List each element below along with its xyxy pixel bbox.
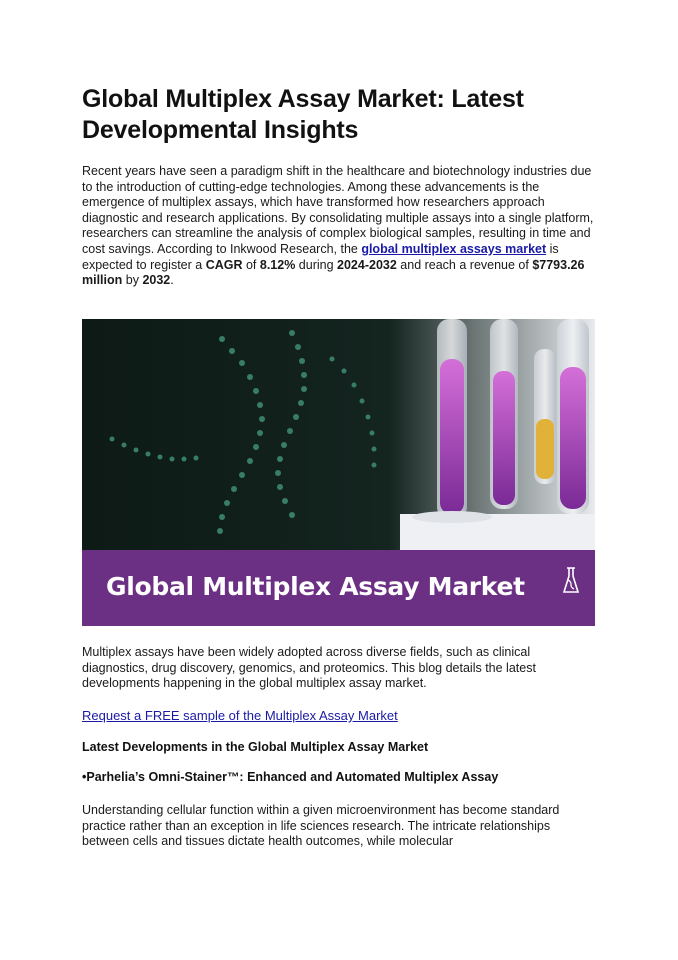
- lab-tubes-illustration: [82, 319, 595, 550]
- intro-paragraph: [82, 164, 598, 289]
- article: [82, 84, 598, 289]
- flask-dna-icon: [561, 566, 581, 596]
- intro-text: is expected to register a: [82, 241, 559, 272]
- banner-title: Global Multiplex Assay Market: [106, 572, 525, 601]
- hero-image: [82, 319, 595, 626]
- section-heading: Latest Developments in the Global Multiplex Assay Market: [82, 740, 429, 754]
- image-banner: [82, 550, 595, 626]
- sub-heading: •Parhelia’s Omni-Stainer™: Enhanced and Automated Multiplex Assay: [82, 770, 499, 784]
- market-report-link[interactable]: global multiplex assays market: [361, 241, 547, 256]
- intro-text: by: [122, 273, 143, 288]
- cagr-value: 8.12%: [259, 257, 296, 272]
- intro-text: during: [295, 257, 338, 272]
- request-sample-link[interactable]: Request a FREE sample of the Multiplex Assay Market: [82, 708, 398, 723]
- body-paragraph: Multiplex assays have been widely adopted across diverse fields, such as clinical diagnostics, drug discovery, genomics, and proteomics. This blog details the latest developments happening in the global multiplex assay market.: [82, 645, 536, 691]
- cagr-label: CAGR: [205, 257, 243, 272]
- intro-text: Recent years have seen a paradigm shift in the healthcare and biotechnology industries due to the introduction of cutting-edge technologies. Among these advancements is the emergence of multiplex assays, which have transformed how researchers approach diagnostic and research applications. By consolidating multiple assays into a single platform, researchers can streamline the analysis of complex biological samples, resulting in time and cost savings. According to Inkwood Research, the: [82, 164, 594, 256]
- forecast-period: 2024-2032: [337, 257, 397, 272]
- revenue-value: $7793.26 million: [82, 257, 585, 288]
- forecast-year: 2032: [142, 273, 171, 288]
- page-title: Global Multiplex Assay Market: Latest Developmental Insights: [82, 85, 524, 144]
- intro-text: of: [242, 257, 260, 272]
- intro-text: .: [170, 273, 174, 288]
- intro-text: and reach a revenue of: [396, 257, 533, 272]
- body-paragraph: Understanding cellular function within a given microenvironment has become standard practice rather than an exception in life sciences research. The intricate relationships between cells and tissues dictate health outcomes, while molecular: [82, 803, 560, 849]
